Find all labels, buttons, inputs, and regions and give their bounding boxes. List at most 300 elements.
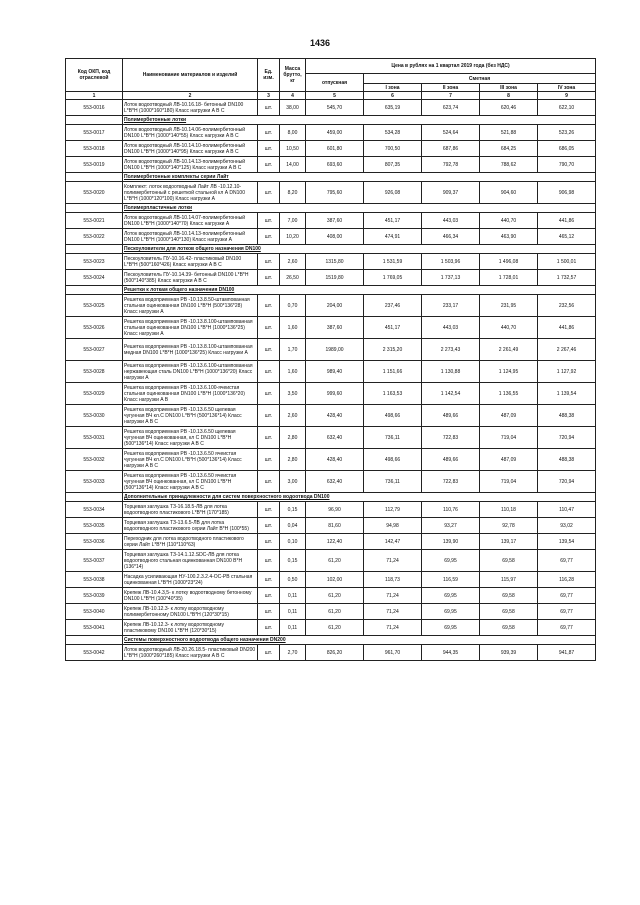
section-row <box>66 173 596 182</box>
item-code: 553-0022 <box>66 229 123 245</box>
price-zone-4: 523,26 <box>538 125 596 141</box>
table-row <box>66 405 596 427</box>
price-zone-4: 1 127,92 <box>538 361 596 383</box>
section-title: Полимербетонные комплекты серии Лайт <box>123 173 596 182</box>
price-zone-1: 961,70 <box>364 645 422 661</box>
price-zone-4: 232,56 <box>538 295 596 317</box>
price-release: 632,40 <box>306 427 364 449</box>
item-unit: шт. <box>258 270 280 286</box>
item-name: Решетка водоприемная PB -10.13.8.100-штампованная стальная оцинкованная DN100 L*B*H (1000*136*25) Класс нагрузки A <box>123 317 258 339</box>
item-code: 553-0037 <box>66 550 123 572</box>
section-row <box>66 286 596 295</box>
section-title: Пескоуловители для лотков общего назначения DN100 <box>123 245 596 254</box>
price-zone-4: 69,77 <box>538 550 596 572</box>
price-zone-3: 487,09 <box>480 405 538 427</box>
price-zone-1: 71,24 <box>364 620 422 636</box>
table-row <box>66 229 596 245</box>
item-code: 553-0034 <box>66 502 123 518</box>
item-code: 553-0028 <box>66 361 123 383</box>
price-zone-4: 139,54 <box>538 534 596 550</box>
table-row <box>66 518 596 534</box>
price-zone-1: 1 151,66 <box>364 361 422 383</box>
item-unit: шт. <box>258 427 280 449</box>
table-row <box>66 100 596 116</box>
price-zone-4: 1 500,01 <box>538 254 596 270</box>
price-zone-4: 69,77 <box>538 604 596 620</box>
item-unit: шт. <box>258 125 280 141</box>
item-code: 553-0023 <box>66 254 123 270</box>
item-name: Лоток водоотводный ЛВ-20.26.18.5- пластиковый DN200 L*B*H (1000*260*185) Класс нагрузки A B C <box>123 645 258 661</box>
section-row <box>66 116 596 125</box>
price-zone-4: 1 139,54 <box>538 383 596 405</box>
price-zone-1: 1 163,53 <box>364 383 422 405</box>
item-unit: шт. <box>258 254 280 270</box>
item-unit: шт. <box>258 620 280 636</box>
price-zone-4: 1 732,57 <box>538 270 596 286</box>
price-zone-3: 69,58 <box>480 620 538 636</box>
item-unit: шт. <box>258 317 280 339</box>
section-row <box>66 493 596 502</box>
price-zone-4: 69,77 <box>538 620 596 636</box>
price-zone-2: 524,64 <box>422 125 480 141</box>
price-release: 61,20 <box>306 604 364 620</box>
table-row <box>66 141 596 157</box>
item-name: Крепеж ЛВ-10.12.3- к лотку водоотводному пластиковому DN100 L*B*H (120*30*15) <box>123 620 258 636</box>
col-number: 2 <box>123 92 258 100</box>
item-mass: 1,60 <box>280 317 306 339</box>
price-release: 387,60 <box>306 317 364 339</box>
price-zone-2: 1 503,96 <box>422 254 480 270</box>
item-unit: шт. <box>258 449 280 471</box>
item-unit: шт. <box>258 534 280 550</box>
item-mass: 0,04 <box>280 518 306 534</box>
item-mass: 0,11 <box>280 604 306 620</box>
price-zone-4: 488,38 <box>538 405 596 427</box>
price-zone-4: 941,87 <box>538 645 596 661</box>
price-zone-4: 110,47 <box>538 502 596 518</box>
table-row <box>66 295 596 317</box>
price-release: 102,00 <box>306 572 364 588</box>
price-release: 96,90 <box>306 502 364 518</box>
price-release: 693,60 <box>306 157 364 173</box>
price-zone-1: 112,79 <box>364 502 422 518</box>
item-mass: 10,20 <box>280 229 306 245</box>
table-row <box>66 427 596 449</box>
price-zone-4: 441,86 <box>538 317 596 339</box>
header-name: Наименование материалов и изделий <box>123 59 258 92</box>
item-unit: шт. <box>258 182 280 204</box>
price-zone-2: 623,74 <box>422 100 480 116</box>
item-name: Лоток водоотводный ЛВ-10.14.07-полимербетонный DN100 L*B*H (1000*140*70) Класс нагрузки A <box>123 213 258 229</box>
price-zone-2: 944,35 <box>422 645 480 661</box>
price-zone-3: 487,09 <box>480 449 538 471</box>
price-zone-3: 939,39 <box>480 645 538 661</box>
price-release: 61,20 <box>306 620 364 636</box>
price-zone-4: 720,94 <box>538 471 596 493</box>
price-zone-2: 1 130,88 <box>422 361 480 383</box>
item-mass: 3,50 <box>280 383 306 405</box>
item-unit: шт. <box>258 645 280 661</box>
section-title: Полимербетонные лотки <box>123 116 596 125</box>
price-zone-3: 1 136,55 <box>480 383 538 405</box>
price-release: 632,40 <box>306 471 364 493</box>
item-unit: шт. <box>258 518 280 534</box>
price-zone-4: 93,02 <box>538 518 596 534</box>
item-name: Насадка усиливающая НУ-100.2.3.2.4-ОС-РВ стальная оцинкованная L*B*H (1000*23*24) <box>123 572 258 588</box>
price-zone-1: 118,73 <box>364 572 422 588</box>
item-mass: 0,50 <box>280 572 306 588</box>
section-spacer <box>66 245 123 254</box>
item-mass: 0,15 <box>280 502 306 518</box>
price-zone-2: 69,95 <box>422 550 480 572</box>
table-row <box>66 182 596 204</box>
table-row <box>66 383 596 405</box>
header-price-title: Цена в рублях на 1 квартал 2019 года (без НДС) <box>306 59 596 74</box>
item-unit: шт. <box>258 229 280 245</box>
header-zone-1: I зона <box>364 84 422 92</box>
header-unit: Ед. изм. <box>258 59 280 92</box>
price-zone-3: 69,58 <box>480 604 538 620</box>
price-zone-1: 142,47 <box>364 534 422 550</box>
price-zone-4: 686,05 <box>538 141 596 157</box>
price-zone-1: 237,46 <box>364 295 422 317</box>
item-name: Решетка водоприемная PB -10.13.6.50 щелевая чугунная ВЧ оцинкованная, кл С DN100 L*B*H (500*136*14) Класс нагрузки A B C <box>123 427 258 449</box>
item-code: 553-0032 <box>66 449 123 471</box>
price-release: 459,00 <box>306 125 364 141</box>
item-code: 553-0033 <box>66 471 123 493</box>
price-zone-3: 719,04 <box>480 471 538 493</box>
item-code: 553-0038 <box>66 572 123 588</box>
price-zone-1: 94,98 <box>364 518 422 534</box>
col-number: 9 <box>538 92 596 100</box>
price-release: 545,70 <box>306 100 364 116</box>
item-code: 553-0039 <box>66 588 123 604</box>
item-code: 553-0036 <box>66 534 123 550</box>
price-zone-4: 488,38 <box>538 449 596 471</box>
table-row <box>66 317 596 339</box>
item-unit: шт. <box>258 295 280 317</box>
item-mass: 8,20 <box>280 182 306 204</box>
section-title: Дополнительные принадлежности для систем поверхностного водоотвода DN100 <box>123 493 596 502</box>
table-row <box>66 471 596 493</box>
item-code: 553-0031 <box>66 427 123 449</box>
price-release: 61,20 <box>306 550 364 572</box>
table-row <box>66 604 596 620</box>
price-zone-2: 489,66 <box>422 449 480 471</box>
price-zone-3: 904,60 <box>480 182 538 204</box>
price-zone-3: 69,58 <box>480 550 538 572</box>
item-code: 553-0035 <box>66 518 123 534</box>
price-release: 122,40 <box>306 534 364 550</box>
price-zone-2: 69,95 <box>422 620 480 636</box>
price-zone-2: 1 142,54 <box>422 383 480 405</box>
price-zone-1: 635,19 <box>364 100 422 116</box>
price-zone-4: 441,86 <box>538 213 596 229</box>
price-zone-3: 684,25 <box>480 141 538 157</box>
item-name: Комплект: лоток водоотводный Лайт ЛВ -10.12.10-полимербетонный с решеткой стальной кл А DN100 L*B*H (1000*120*100) Класс нагрузки А <box>123 182 258 204</box>
item-name: Лоток водоотводный ЛВ-10.14.13-полимербетонный DN100 L*B*H (1000*140*125) Класс нагрузки A B C <box>123 157 258 173</box>
table-body <box>66 100 596 661</box>
price-zone-1: 2 315,20 <box>364 339 422 361</box>
section-row <box>66 204 596 213</box>
column-numbers-row <box>66 92 596 100</box>
header-zone-2: II зона <box>422 84 480 92</box>
price-zone-3: 440,70 <box>480 317 538 339</box>
price-zone-3: 2 261,49 <box>480 339 538 361</box>
header-release: отпускная <box>306 74 364 92</box>
price-zone-1: 926,08 <box>364 182 422 204</box>
item-unit: шт. <box>258 604 280 620</box>
item-unit: шт. <box>258 550 280 572</box>
item-unit: шт. <box>258 471 280 493</box>
price-zone-3: 620,46 <box>480 100 538 116</box>
table-row <box>66 213 596 229</box>
table-row <box>66 620 596 636</box>
item-code: 553-0030 <box>66 405 123 427</box>
item-name: Пескоуловитель ПУ-10.16.42- пластиковый DN100 L*B*H (500*160*426) Класс нагрузки A B C <box>123 254 258 270</box>
item-mass: 1,70 <box>280 339 306 361</box>
price-zone-2: 909,37 <box>422 182 480 204</box>
item-mass: 26,50 <box>280 270 306 286</box>
price-zone-4: 790,70 <box>538 157 596 173</box>
price-zone-3: 463,90 <box>480 229 538 245</box>
item-code: 553-0042 <box>66 645 123 661</box>
item-code: 553-0040 <box>66 604 123 620</box>
price-zone-2: 792,78 <box>422 157 480 173</box>
item-code: 553-0020 <box>66 182 123 204</box>
item-mass: 3,00 <box>280 471 306 493</box>
price-release: 1519,80 <box>306 270 364 286</box>
header-estimate: Сметная <box>364 74 596 84</box>
item-mass: 2,80 <box>280 427 306 449</box>
price-zone-1: 807,35 <box>364 157 422 173</box>
item-name: Решетка водоприемная PB -10.13.8.50-штампованная стальная оцинкованная DN100 L*B*H (500*136*28) Класс нагрузки A <box>123 295 258 317</box>
section-spacer <box>66 116 123 125</box>
item-name: Пескоуловитель ПУ-10.14.39- бетонный DN100 L*B*H (500*140*385) Класс нагрузки A B C <box>123 270 258 286</box>
item-unit: шт. <box>258 157 280 173</box>
price-zone-3: 231,95 <box>480 295 538 317</box>
price-release: 826,20 <box>306 645 364 661</box>
item-unit: шт. <box>258 588 280 604</box>
price-table <box>65 58 596 661</box>
price-zone-1: 1 769,05 <box>364 270 422 286</box>
price-zone-3: 69,58 <box>480 588 538 604</box>
item-mass: 0,11 <box>280 620 306 636</box>
price-zone-2: 69,95 <box>422 604 480 620</box>
price-release: 601,80 <box>306 141 364 157</box>
col-number: 1 <box>66 92 123 100</box>
section-title: Решетки к лоткам общего назначения DN100 <box>123 286 596 295</box>
table-row <box>66 550 596 572</box>
col-number: 7 <box>422 92 480 100</box>
table-row <box>66 502 596 518</box>
item-unit: шт. <box>258 213 280 229</box>
section-spacer <box>66 493 123 502</box>
price-release: 428,40 <box>306 449 364 471</box>
item-code: 553-0026 <box>66 317 123 339</box>
price-release: 428,40 <box>306 405 364 427</box>
item-name: Торцевая заглушка ТЗ-14.1.12.SDC-ЛВ для лотка водоотводного стальная оцинкованная DN100 B*H (136*14) <box>123 550 258 572</box>
item-mass: 2,60 <box>280 405 306 427</box>
price-zone-3: 719,04 <box>480 427 538 449</box>
item-code: 553-0027 <box>66 339 123 361</box>
price-zone-1: 71,24 <box>364 588 422 604</box>
price-release: 1989,00 <box>306 339 364 361</box>
price-zone-1: 71,24 <box>364 550 422 572</box>
item-unit: шт. <box>258 502 280 518</box>
price-zone-3: 110,18 <box>480 502 538 518</box>
item-mass: 1,60 <box>280 361 306 383</box>
price-zone-1: 451,17 <box>364 317 422 339</box>
price-zone-3: 115,97 <box>480 572 538 588</box>
item-code: 553-0018 <box>66 141 123 157</box>
price-zone-2: 466,34 <box>422 229 480 245</box>
table-row <box>66 534 596 550</box>
price-zone-2: 233,17 <box>422 295 480 317</box>
table-row <box>66 125 596 141</box>
item-name: Переходник для лотка водоотводного пластикового серии Лайт L*B*H (110*110*63) <box>123 534 258 550</box>
price-zone-3: 788,62 <box>480 157 538 173</box>
header-zone-3: III зона <box>480 84 538 92</box>
item-mass: 14,00 <box>280 157 306 173</box>
section-spacer <box>66 286 123 295</box>
price-release: 387,60 <box>306 213 364 229</box>
price-zone-2: 722,83 <box>422 471 480 493</box>
item-name: Решетка водоприемная PB -10.13.6.100-штампованная нержавеющая сталь DN100 L*B*H (1000*136*20) Класс нагрузки A <box>123 361 258 383</box>
price-zone-4: 906,98 <box>538 182 596 204</box>
col-number: 8 <box>480 92 538 100</box>
price-zone-1: 451,17 <box>364 213 422 229</box>
price-zone-4: 720,94 <box>538 427 596 449</box>
price-zone-1: 700,50 <box>364 141 422 157</box>
item-code: 553-0019 <box>66 157 123 173</box>
item-mass: 2,60 <box>280 254 306 270</box>
price-zone-1: 736,11 <box>364 427 422 449</box>
price-zone-1: 71,24 <box>364 604 422 620</box>
price-zone-3: 139,17 <box>480 534 538 550</box>
price-zone-3: 1 124,95 <box>480 361 538 383</box>
price-zone-4: 465,12 <box>538 229 596 245</box>
section-row <box>66 636 596 645</box>
item-name: Торцевая заглушка ТЗ-16.18.5-ЛВ для лотка водоотводного пластикового L*B*H (170*185) <box>123 502 258 518</box>
table-row <box>66 449 596 471</box>
price-zone-2: 69,95 <box>422 588 480 604</box>
price-zone-4: 2 267,46 <box>538 339 596 361</box>
price-release: 204,00 <box>306 295 364 317</box>
table-row <box>66 361 596 383</box>
item-mass: 0,15 <box>280 550 306 572</box>
item-mass: 38,00 <box>280 100 306 116</box>
item-name: Решетка водоприемная PB -10.13.6.50 щелевая чугунная ВЧ кл.С DN100 L*B*H (500*136*14) Класс нагрузки A B C <box>123 405 258 427</box>
table-row <box>66 572 596 588</box>
item-unit: шт. <box>258 141 280 157</box>
item-name: Лоток водоотводный ЛВ-10.14.13-полимербетонный DN100 L*B*H (1000*140*130) Класс нагрузки A <box>123 229 258 245</box>
price-release: 1315,80 <box>306 254 364 270</box>
item-code: 553-0017 <box>66 125 123 141</box>
section-spacer <box>66 636 123 645</box>
price-release: 989,40 <box>306 361 364 383</box>
price-zone-2: 489,66 <box>422 405 480 427</box>
header-zone-4: IV зона <box>538 84 596 92</box>
item-code: 553-0025 <box>66 295 123 317</box>
item-mass: 0,11 <box>280 588 306 604</box>
item-name: Лоток водоотводный ЛВ-10.14.10-полимербетонный DN100 L*B*H (1000*140*95) Класс нагрузки A B C <box>123 141 258 157</box>
price-release: 795,60 <box>306 182 364 204</box>
price-zone-3: 1 728,01 <box>480 270 538 286</box>
item-name: Крепеж ЛВ-10.4.3,5- к лотку водоотводному бетонному DN100 L*B*H (100*40*35) <box>123 588 258 604</box>
section-row <box>66 245 596 254</box>
col-number: 5 <box>306 92 364 100</box>
price-zone-2: 110,76 <box>422 502 480 518</box>
item-unit: шт. <box>258 405 280 427</box>
price-zone-4: 622,10 <box>538 100 596 116</box>
item-code: 553-0021 <box>66 213 123 229</box>
price-zone-4: 69,77 <box>538 588 596 604</box>
item-mass: 7,00 <box>280 213 306 229</box>
item-mass: 2,70 <box>280 645 306 661</box>
price-zone-1: 498,66 <box>364 449 422 471</box>
price-zone-2: 443,03 <box>422 317 480 339</box>
item-unit: шт. <box>258 572 280 588</box>
price-zone-4: 116,28 <box>538 572 596 588</box>
price-zone-2: 93,27 <box>422 518 480 534</box>
section-spacer <box>66 204 123 213</box>
price-zone-3: 1 496,08 <box>480 254 538 270</box>
item-unit: шт. <box>258 361 280 383</box>
item-unit: шт. <box>258 383 280 405</box>
price-release: 81,60 <box>306 518 364 534</box>
table-row <box>66 588 596 604</box>
item-mass: 0,10 <box>280 534 306 550</box>
item-unit: шт. <box>258 339 280 361</box>
item-name: Решетка водоприемная PB -10.13.6.100-ячеистая стальная оцинкованная DN100 L*B*H (1000*136*20) Класс нагрузки A B <box>123 383 258 405</box>
price-zone-2: 2 273,43 <box>422 339 480 361</box>
table-row <box>66 270 596 286</box>
item-mass: 0,70 <box>280 295 306 317</box>
table-row <box>66 339 596 361</box>
price-zone-1: 534,28 <box>364 125 422 141</box>
col-number: 3 <box>258 92 280 100</box>
price-release: 408,00 <box>306 229 364 245</box>
item-name: Решетка водоприемная PB -10.13.6.50 ячеистая чугунная ВЧ кл.С DN100 L*B*H (500*136*14) Класс нагрузки A B C <box>123 449 258 471</box>
item-unit: шт. <box>258 100 280 116</box>
item-mass: 10,50 <box>280 141 306 157</box>
header-code: Код ОКП, код отраслевой <box>66 59 123 92</box>
section-title: Полимерпластичные лотки <box>123 204 596 213</box>
page-number: 1436 <box>309 38 331 48</box>
item-name: Лоток водоотводный ЛВ-10.14.06-полимербетонный DN100 L*B*H (1000*140*55) Класс нагрузки A B C <box>123 125 258 141</box>
price-zone-2: 722,83 <box>422 427 480 449</box>
price-zone-2: 687,86 <box>422 141 480 157</box>
table-row <box>66 157 596 173</box>
price-release: 999,60 <box>306 383 364 405</box>
price-zone-2: 116,59 <box>422 572 480 588</box>
price-zone-2: 139,90 <box>422 534 480 550</box>
section-spacer <box>66 173 123 182</box>
col-number: 4 <box>280 92 306 100</box>
price-zone-1: 1 531,59 <box>364 254 422 270</box>
item-name: Крепеж ЛВ-10.12.3- к лотку водоотводному полимербетонному DN100 L*B*H (120*30*15) <box>123 604 258 620</box>
table-row <box>66 254 596 270</box>
item-code: 553-0024 <box>66 270 123 286</box>
header-mass: Масса брутто, кг <box>280 59 306 92</box>
price-zone-1: 474,91 <box>364 229 422 245</box>
price-zone-3: 440,70 <box>480 213 538 229</box>
item-name: Лоток водоотводный ЛВ-10.16.18- бетонный DN100 L*B*H (1000*160*180) Класс нагрузки A B C <box>123 100 258 116</box>
table-row <box>66 645 596 661</box>
item-mass: 8,00 <box>280 125 306 141</box>
price-zone-2: 443,03 <box>422 213 480 229</box>
